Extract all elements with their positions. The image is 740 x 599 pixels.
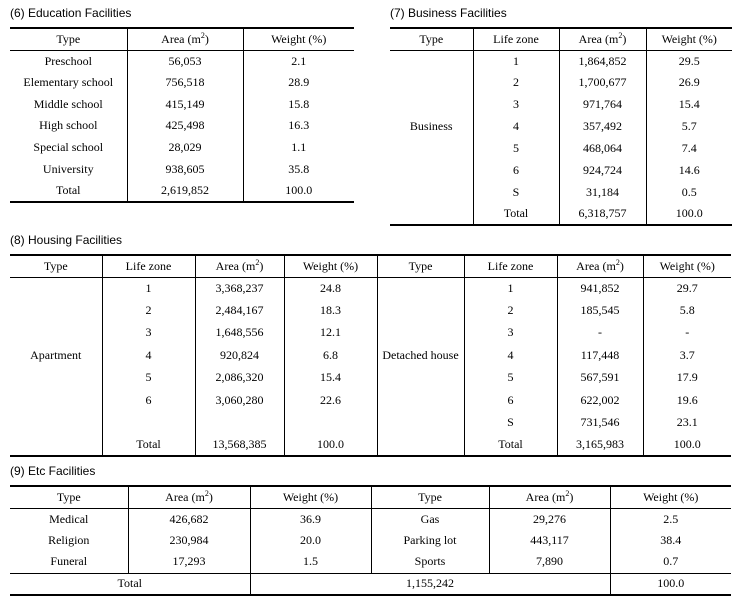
area-cell: 3,060,280 [195,389,284,411]
area-cell: 1,864,852 [559,50,646,72]
area-cell [195,411,284,433]
header-weight: Weight (%) [243,28,354,50]
weight-cell: 29.5 [646,50,732,72]
area-cell: 3,165,983 [557,434,643,456]
table-row [10,137,354,159]
area-cell: 938,605 [127,158,243,180]
weight-cell: 7.4 [646,138,732,160]
group-label-cell: Business [409,119,453,134]
weight-cell: 29.7 [643,277,731,299]
weight-cell: 100.0 [610,573,731,595]
area-cell: - [557,322,643,344]
area-cell: 357,492 [559,116,646,138]
type-cell: Medical [49,511,89,526]
group-label-cell: Apartment [30,348,82,363]
type-cell: Sports [371,551,489,573]
area-cell: 731,546 [557,411,643,433]
header-life-zone: Life zone [473,28,559,50]
life-zone-cell: 6 [464,389,557,411]
area-cell: 117,448 [557,344,643,366]
life-zone-cell: 6 [102,389,195,411]
table-row [10,50,354,72]
area-cell: 29,276 [489,508,610,530]
total-label-cell: Total [464,434,557,456]
housing-title: (8) Housing Facilities [10,233,123,247]
header-weight: Weight (%) [284,255,377,277]
weight-cell: 0.7 [610,551,731,573]
education-title: (6) Education Facilities [10,6,132,20]
weight-cell: 100.0 [284,434,377,456]
area-cell: 443,117 [489,530,610,552]
area-cell: 185,545 [557,299,643,321]
life-zone-cell: 2 [473,72,559,94]
table-row [10,115,354,137]
header-weight: Weight (%) [610,486,731,508]
total-label-cell: Total [473,203,559,225]
life-zone-cell: 2 [102,299,195,321]
life-zone-cell: S [473,181,559,203]
area-cell: 415,149 [127,93,243,115]
area-cell: 3,368,237 [195,277,284,299]
area-cell: 13,568,385 [195,434,284,456]
life-zone-cell: 2 [464,299,557,321]
empty-cell [390,203,473,225]
total-row [10,573,731,595]
weight-cell: 100.0 [243,180,354,202]
weight-cell: 28.9 [243,72,354,94]
life-zone-cell: 5 [102,367,195,389]
weight-cell: 0.5 [646,181,732,203]
header-area: Area $(m^2)$ [559,28,646,50]
weight-cell: 16.3 [243,115,354,137]
area-cell: 971,764 [559,94,646,116]
life-zone-cell: 3 [464,322,557,344]
table-row [10,72,354,94]
table-row [10,411,731,433]
group-label-cell: Detached house [377,277,464,434]
life-zone-cell: 1 [464,277,557,299]
header-area: Area $(m^2)$ [128,486,250,508]
table-row [10,530,731,552]
life-zone-cell: 5 [473,138,559,160]
area-cell: 6,318,757 [559,203,646,225]
area-cell: 230,984 [128,530,250,552]
header-area: Area $(m^2)$ [127,28,243,50]
type-cell: University [42,161,94,176]
total-row [390,203,732,225]
type-cell: Preschool [44,53,92,68]
area-cell: 920,824 [195,344,284,366]
weight-cell: 15.4 [646,94,732,116]
header-type: Type [10,486,128,508]
total-label-cell: Total [102,434,195,456]
weight-cell: 36.9 [250,508,371,530]
header-type: Type [10,255,102,277]
weight-cell: 26.9 [646,72,732,94]
weight-cell: 17.9 [643,367,731,389]
type-cell: Parking lot [371,530,489,552]
type-cell: Special school [33,140,104,155]
header-area: Area $(m^2)$ [557,255,643,277]
table-row [10,93,354,115]
header-type: Type [390,28,473,50]
weight-cell: 6.8 [284,344,377,366]
etc-title: (9) Etc Facilities [10,464,96,478]
table-row [10,180,354,202]
life-zone-cell: 5 [464,367,557,389]
weight-cell: 1.5 [250,551,371,573]
type-cell: Funeral [50,554,88,569]
area-cell: 2,086,320 [195,367,284,389]
total-row [10,434,731,456]
weight-cell: 18.3 [284,299,377,321]
type-cell: Religion [48,533,90,548]
life-zone-cell: 4 [464,344,557,366]
area-cell: 56,053 [127,50,243,72]
life-zone-cell: 4 [473,116,559,138]
weight-cell: 2.5 [610,508,731,530]
housing-table [10,254,731,457]
life-zone-cell: 3 [102,322,195,344]
area-cell: 1,155,242 [250,573,610,595]
area-cell: 941,852 [557,277,643,299]
weight-cell: 38.4 [610,530,731,552]
weight-cell: - [643,322,731,344]
weight-cell: 24.8 [284,277,377,299]
header-type: Type [10,28,127,50]
weight-cell: 22.6 [284,389,377,411]
weight-cell: 100.0 [646,203,732,225]
business-title: (7) Business Facilities [390,6,507,20]
area-cell: 924,724 [559,159,646,181]
table-row [10,389,731,411]
weight-cell: 14.6 [646,159,732,181]
area-cell: 622,002 [557,389,643,411]
table-row [10,322,731,344]
weight-cell: 19.6 [643,389,731,411]
weight-cell: 5.7 [646,116,732,138]
area-cell: 7,890 [489,551,610,573]
type-cell: High school [39,118,98,133]
life-zone-cell: 1 [102,277,195,299]
weight-cell: 15.4 [284,367,377,389]
weight-cell: 12.1 [284,322,377,344]
life-zone-cell: 6 [473,159,559,181]
area-cell: 1,648,556 [195,322,284,344]
type-cell: Middle school [33,96,103,111]
table-row [10,158,354,180]
header-life-zone: Life zone [464,255,557,277]
weight-cell: 100.0 [643,434,731,456]
weight-cell: 35.8 [243,158,354,180]
header-weight: Weight (%) [250,486,371,508]
type-cell: Elementary school [23,75,114,90]
total-label-cell: Total [10,573,250,595]
table-row [10,344,731,366]
life-zone-cell: 1 [473,50,559,72]
area-cell: 17,293 [128,551,250,573]
header-weight: Weight (%) [646,28,732,50]
header-type: Type [371,486,489,508]
area-cell: 567,591 [557,367,643,389]
type-cell: Total [10,180,127,202]
table-row [10,367,731,389]
area-cell: 468,064 [559,138,646,160]
weight-cell: 3.7 [643,344,731,366]
empty-cell [10,434,102,456]
header-area: Area $(m^2)$ [195,255,284,277]
area-cell: 2,484,167 [195,299,284,321]
business-table [390,27,732,226]
life-zone-cell: 3 [473,94,559,116]
area-cell: 2,619,852 [127,180,243,202]
weight-cell: 20.0 [250,530,371,552]
life-zone-cell: S [464,411,557,433]
header-life-zone: Life zone [102,255,195,277]
weight-cell [284,411,377,433]
etc-table [10,485,731,596]
table-row [10,277,731,299]
weight-cell: 1.1 [243,137,354,159]
table-row [390,50,732,72]
area-cell: 1,700,677 [559,72,646,94]
area-cell: 28,029 [127,137,243,159]
area-cell: 426,682 [128,508,250,530]
life-zone-cell [102,411,195,433]
weight-cell: 2.1 [243,50,354,72]
weight-cell: 23.1 [643,411,731,433]
education-table [10,27,354,203]
weight-cell: 15.8 [243,93,354,115]
empty-cell [377,434,464,456]
header-area: Area $(m^2)$ [489,486,610,508]
area-cell: 756,518 [127,72,243,94]
type-cell: Gas [371,508,489,530]
table-row [10,508,731,530]
weight-cell: 5.8 [643,299,731,321]
table-row [10,299,731,321]
header-weight: Weight (%) [643,255,731,277]
life-zone-cell: 4 [102,344,195,366]
area-cell: 425,498 [127,115,243,137]
header-type: Type [377,255,464,277]
table-row [10,551,731,573]
area-cell: 31,184 [559,181,646,203]
